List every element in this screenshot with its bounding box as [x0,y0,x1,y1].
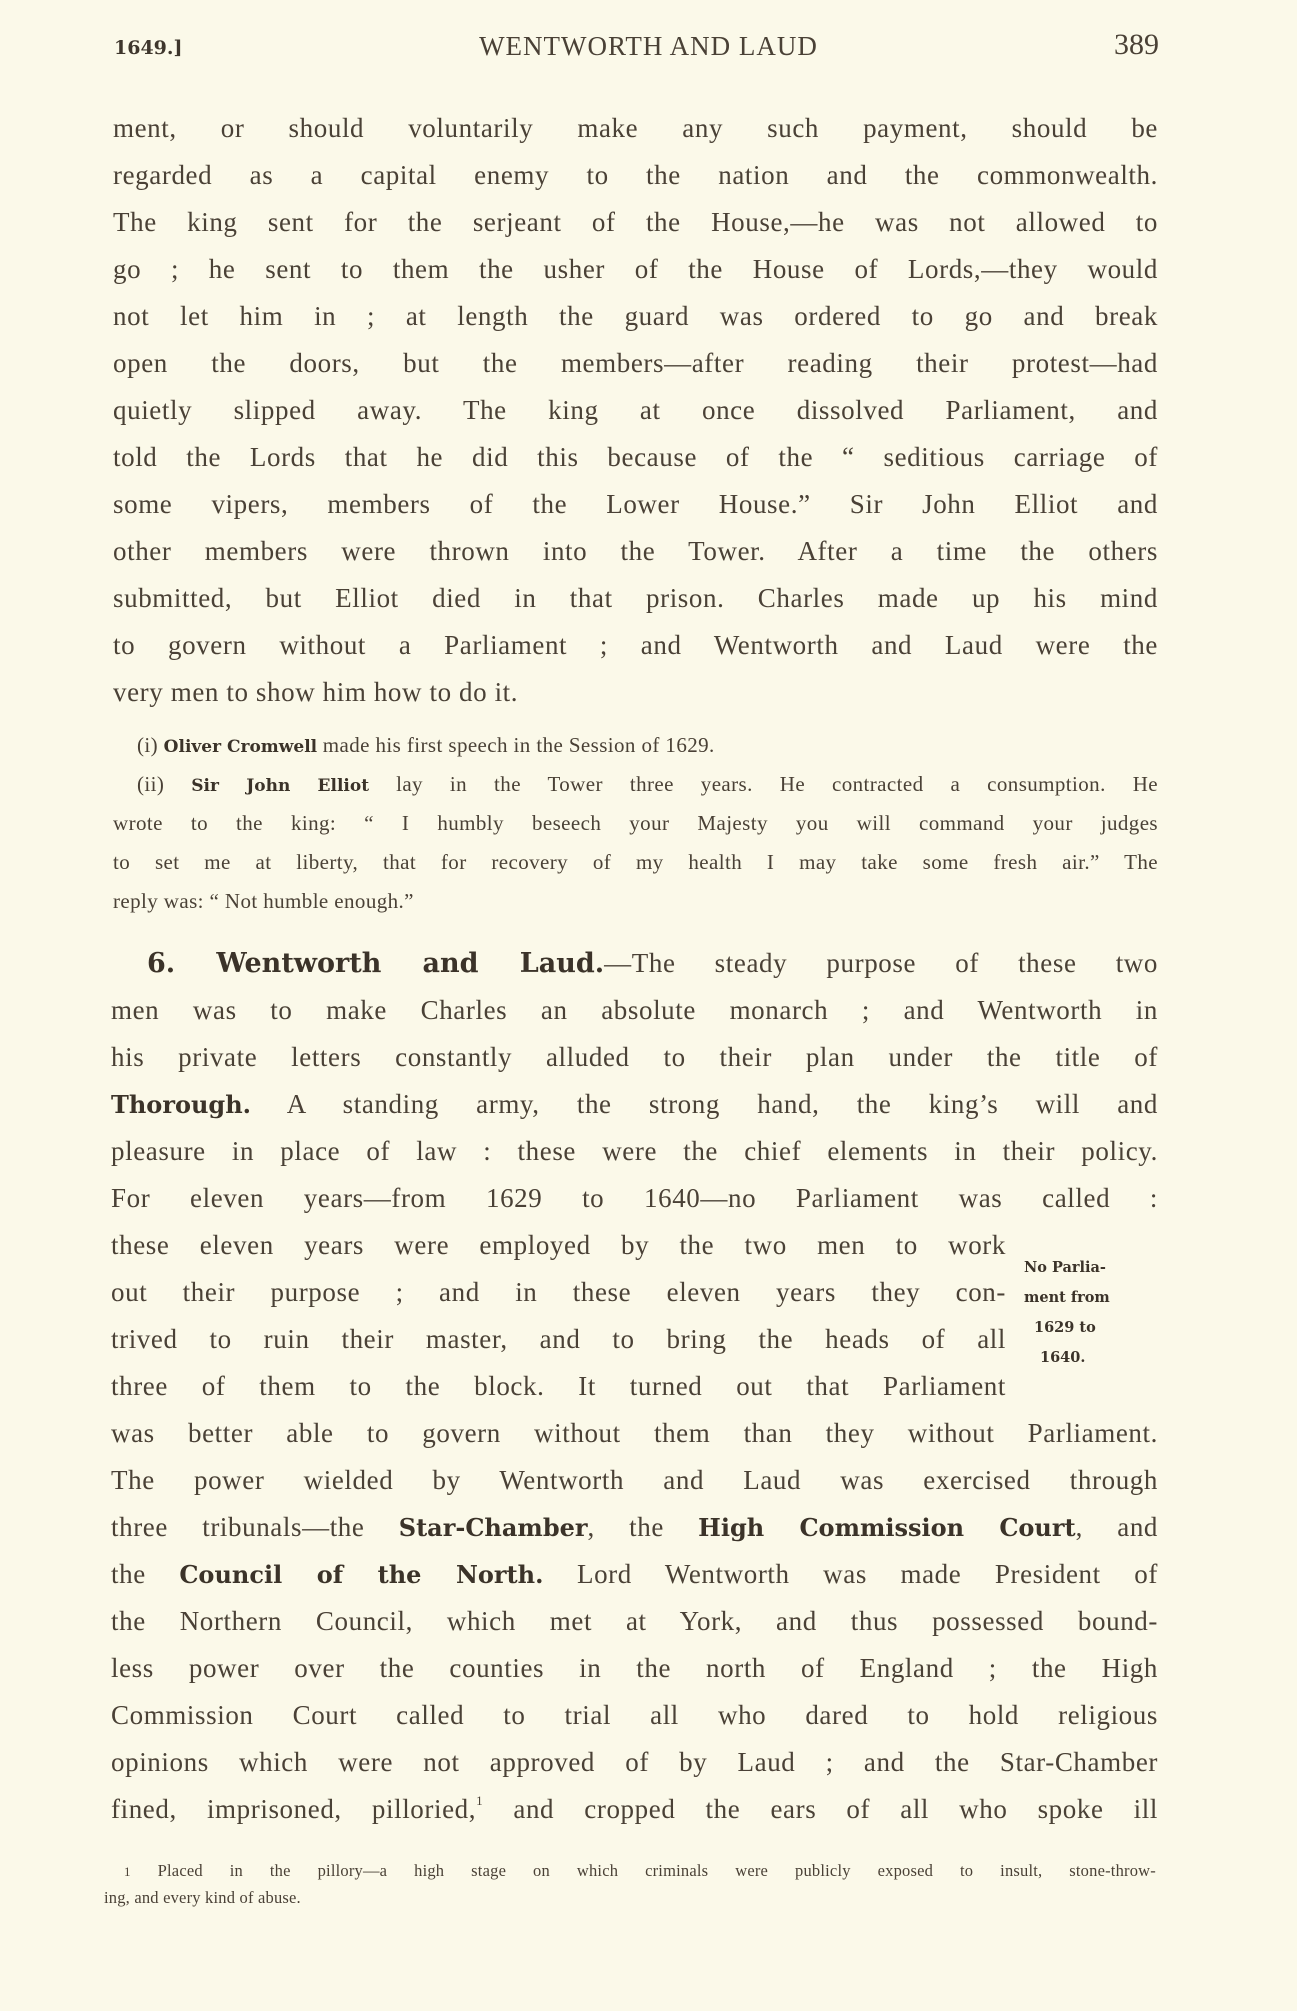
text-run: ing, and every kind of abuse. [104,1888,301,1907]
text-run: ment, or should voluntarily make any such payment, should be [113,113,1158,143]
margin-note-line: 1640. [1040,1349,1086,1366]
text-run: three of them to the block. It turned out that Parliament [111,1371,1006,1401]
text-run: the Northern Council, which met at York, and thus possessed bound- [111,1606,1158,1636]
text-run: Placed in the pillory—a high stage on which criminals were publicly exposed to insult, stone-throw- [130,1861,1156,1880]
text-run: A standing army, the strong hand, the king’s will and [251,1089,1158,1119]
margin-note-line: ment from [1024,1289,1110,1306]
section-line [111,1645,1158,1692]
section-line [111,1222,1006,1269]
notes-line [113,726,1158,765]
footnote-line [104,1857,1156,1884]
text-run: regarded as a capital enemy to the nation and the commonwealth. [113,160,1158,190]
text-run: pleasure in place of law : these were the chief elements in their policy. [111,1136,1158,1166]
para1-line [113,434,1158,481]
section-line [111,1692,1158,1739]
text-run: to govern without a Parliament ; and Wentworth and Laud were the [113,630,1158,660]
section-line [111,1786,1158,1833]
text-run: For eleven years—from 1629 to 1640—no Parliament was called : [111,1183,1158,1213]
text-run: lay in the Tower three years. He contracted a consumption. He [369,772,1159,796]
para1-line [113,293,1158,340]
footnote-marker: 1 [476,1793,484,1808]
bold-term: Thorough. [111,1090,252,1119]
text-run: trived to ruin their master, and to bring the heads of all [111,1324,1006,1354]
text-run: very men to show him how to do it. [113,677,519,707]
paragraph-parliament-dissolved [113,105,1158,716]
text-run: made his first speech in the Session of 1629. [317,733,715,757]
running-head-year: 1649.] [114,37,183,59]
text-run: (i) [137,733,164,757]
notes-line [113,804,1158,843]
notes-line [113,882,1158,921]
para1-line [113,669,1158,716]
notes-line [113,765,1158,804]
page-number: 389 [1114,28,1159,61]
text-run: other members were thrown into the Tower. After a time the others [113,536,1158,566]
section-line [111,1504,1158,1551]
text-run: his private letters constantly alluded to their plan under the title of [111,1042,1158,1072]
text-run: submitted, but Elliot died in that prison. Charles made up his mind [113,583,1158,613]
section-line [111,1034,1158,1081]
para1-line [113,622,1158,669]
section-line [111,1081,1158,1128]
text-run: —The steady purpose of these two [604,948,1158,978]
para1-line [113,340,1158,387]
text-run: The power wielded by Wentworth and Laud was exercised through [111,1465,1158,1495]
text-run: less power over the counties in the north of England ; the High [111,1653,1158,1683]
text-run: Lord Wentworth was made President of [543,1559,1158,1589]
para1-line [113,528,1158,575]
text-run: was better able to govern without them than they without Parliament. [111,1418,1158,1448]
text-run: to set me at liberty, that for recovery of my health I may take some fresh air.” The [113,850,1158,874]
margin-note [1024,1253,1136,1373]
bold-term: Council of the North. [179,1560,544,1589]
text-run: the [111,1559,180,1589]
footnote [104,1857,1156,1911]
text-run: quietly slipped away. The king at once dissolved Parliament, and [113,395,1158,425]
text-run: told the Lords that he did this because of the “ seditious carriage of [113,442,1158,472]
text-run: these eleven years were employed by the two men to work [111,1230,1006,1260]
footnote-line [104,1884,1156,1911]
section-line [111,987,1158,1034]
bold-term: High Commission Court [698,1513,1076,1542]
section-line [111,1363,1006,1410]
section-line [111,1457,1158,1504]
text-run: (ii) [137,772,192,796]
section-line [111,940,1158,987]
text-run: men was to make Charles an absolute monarch ; and Wentworth in [111,995,1158,1025]
section-line [111,1551,1158,1598]
margin-note-line: No Parlia- [1024,1259,1106,1276]
notes-block [113,726,1158,921]
section-heading: 6. Wentworth and Laud. [147,948,605,979]
text-run: not let him in ; at length the guard was ordered to go and break [113,301,1158,331]
para1-line [113,387,1158,434]
notes-line [113,843,1158,882]
para1-line [113,105,1158,152]
section-line [111,1316,1006,1363]
text-run: open the doors, but the members—after reading their protest—had [113,348,1158,378]
bold-term: Sir John Elliot [191,776,370,796]
text-run: The king sent for the serjeant of the House,—he was not allowed to [113,207,1158,237]
text-run: out their purpose ; and in these eleven years they con- [111,1277,1006,1307]
bold-term: Star-Chamber [398,1513,588,1542]
text-run: go ; he sent to them the usher of the House of Lords,—they would [113,254,1158,284]
text-run: some vipers, members of the Lower House.” Sir John Elliot and [113,489,1158,519]
margin-note-line: 1629 to [1034,1319,1096,1336]
section-line [111,1739,1158,1786]
section-line [111,1410,1158,1457]
section-line [111,1128,1158,1175]
section-wentworth-and-laud [111,940,1158,1833]
para1-line [113,246,1158,293]
section-line [111,1598,1158,1645]
text-run: , the [587,1512,699,1542]
section-line [111,1175,1158,1222]
para1-line [113,481,1158,528]
text-run: opinions which were not approved of by Laud ; and the Star-Chamber [111,1747,1158,1777]
text-run: Commission Court called to trial all who dared to hold religious [111,1700,1158,1730]
text-run: and cropped the ears of all who spoke ill [483,1794,1158,1824]
para1-line [113,152,1158,199]
text-run: reply was: “ Not humble enough.” [113,889,414,913]
text-run: three tribunals—the [111,1512,399,1542]
text-run: fined, imprisoned, pilloried, [111,1794,477,1824]
text-run: , and [1075,1512,1159,1542]
text-run: wrote to the king: “ I humbly beseech your Majesty you will command your judges [113,811,1158,835]
para1-line [113,575,1158,622]
section-line [111,1269,1006,1316]
running-head-title: WENTWORTH AND LAUD [479,31,818,61]
para1-line [113,199,1158,246]
bold-term: Oliver Cromwell [163,737,318,757]
footnote-marker: 1 [124,1864,131,1879]
